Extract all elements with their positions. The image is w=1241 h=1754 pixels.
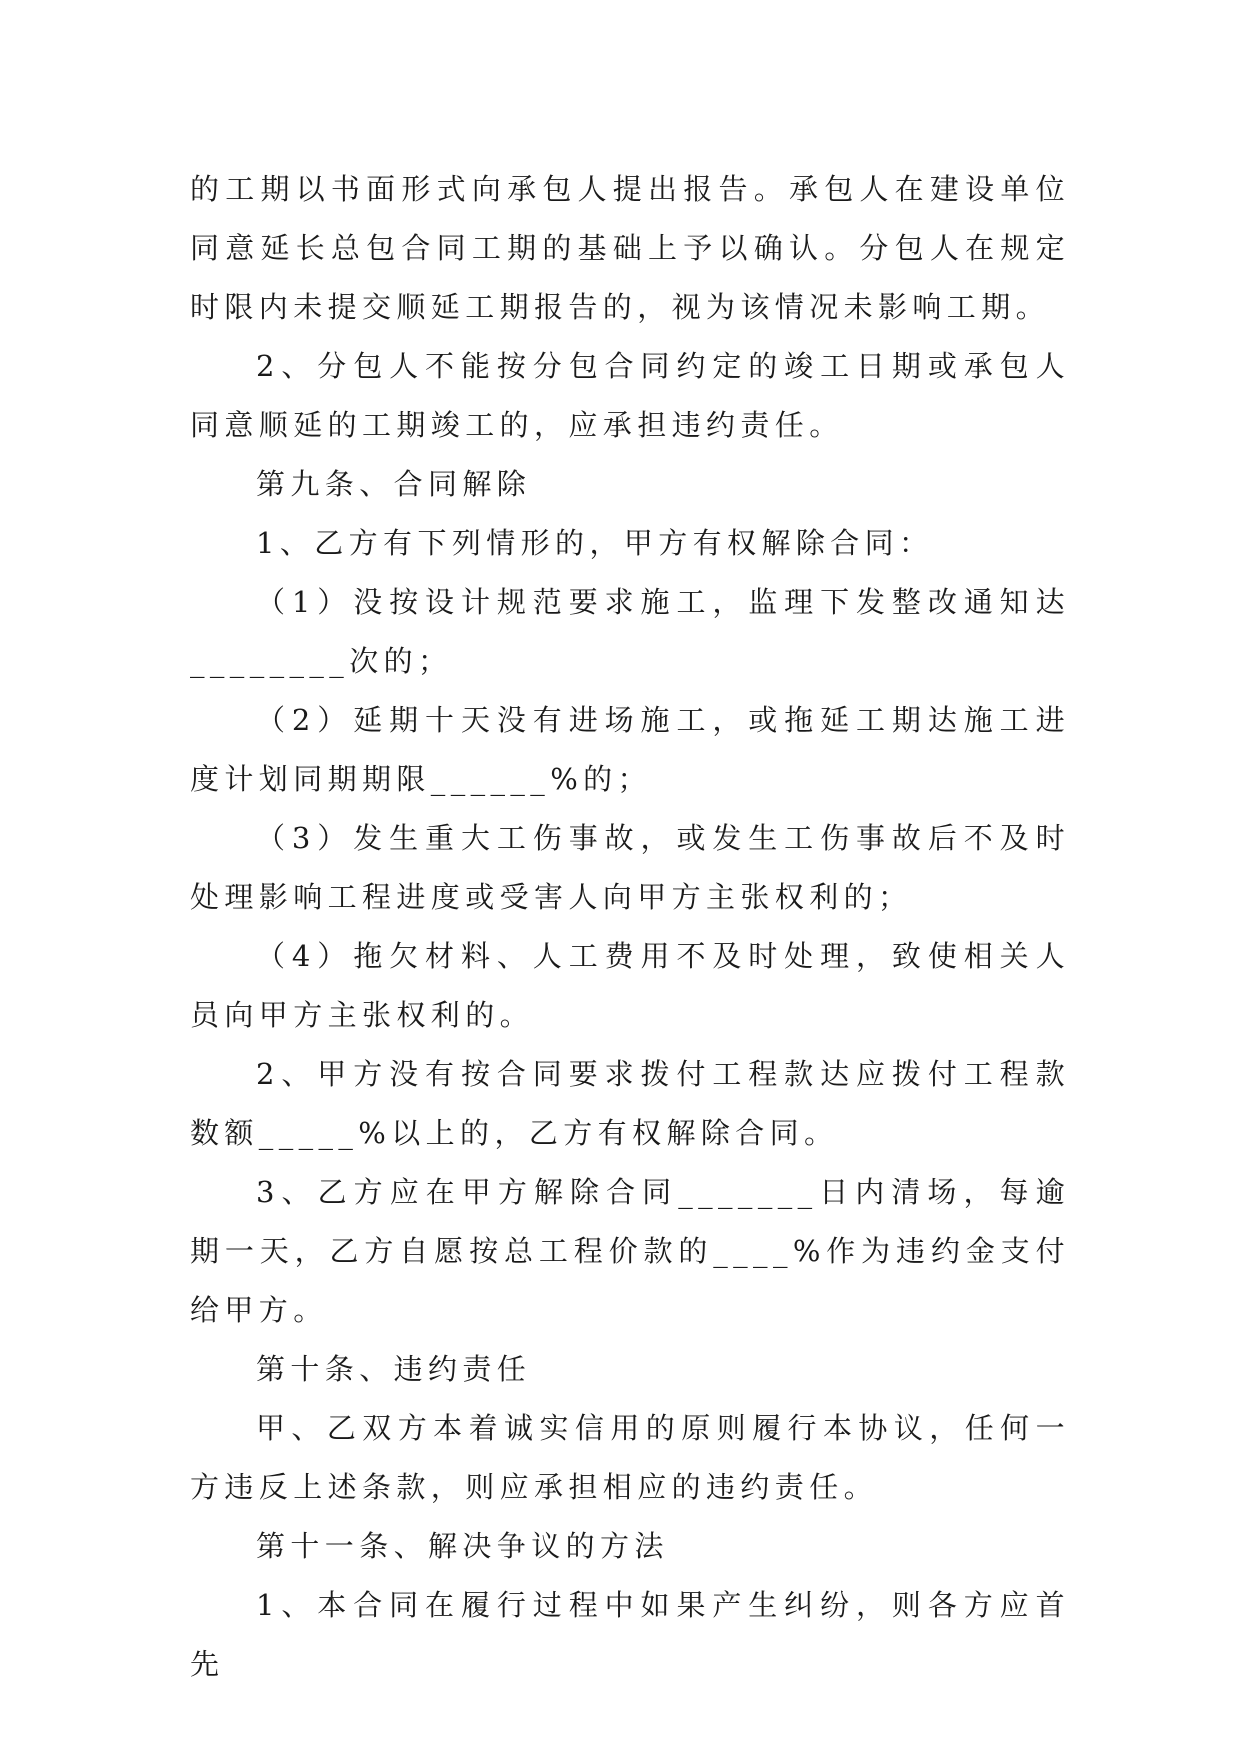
heading-article-11: 第十一条、解决争议的方法: [256, 1529, 669, 1563]
list-item-4: （4）拖欠材料、人工费用不及时处理，致使相关人员向甲方主张权利的。: [190, 939, 1070, 1032]
paragraph-breach-liability: 甲、乙双方本着诚实信用的原则履行本协议，任何一方违反上述条款，则应承担相应的违约责任。: [190, 1411, 1070, 1504]
contract-body: [190, 160, 1070, 1694]
paragraph-clause-2-liability: 2、分包人不能按分包合同约定的竣工日期或承包人同意顺延的工期竣工的，应承担违约责任。: [190, 349, 1070, 442]
paragraph-party-a-payment: 2、甲方没有按合同要求拨付工程款达应拨付工程款数额_____%以上的，乙方有权解除合同。: [190, 1057, 1070, 1150]
list-item-1: （1）没按设计规范要求施工，监理下发整改通知达________次的；: [190, 585, 1070, 678]
list-item-3: （3）发生重大工伤事故，或发生工伤事故后不及时处理影响工程进度或受害人向甲方主张权利的；: [190, 821, 1070, 914]
paragraph-site-clearance: 3、乙方应在甲方解除合同_______日内清场，每逾期一天，乙方自愿按总工程价款的____%作为违约金支付给甲方。: [190, 1175, 1070, 1327]
paragraph-delay-report: 的工期以书面形式向承包人提出报告。承包人在建设单位同意延长总包合同工期的基础上予以确认。分包人在规定时限内未提交顺延工期报告的，视为该情况未影响工期。: [190, 172, 1070, 324]
paragraph-dispute-resolution: 1、本合同在履行过程中如果产生纠纷，则各方应首先: [190, 1588, 1070, 1681]
heading-article-10: 第十条、违约责任: [256, 1352, 532, 1386]
paragraph-termination-conditions: 1、乙方有下列情形的，甲方有权解除合同：: [256, 526, 934, 560]
list-item-2: （2）延期十天没有进场施工，或拖延工期达施工进度计划同期期限______%的；: [190, 703, 1070, 796]
heading-article-9: 第九条、合同解除: [256, 467, 532, 501]
